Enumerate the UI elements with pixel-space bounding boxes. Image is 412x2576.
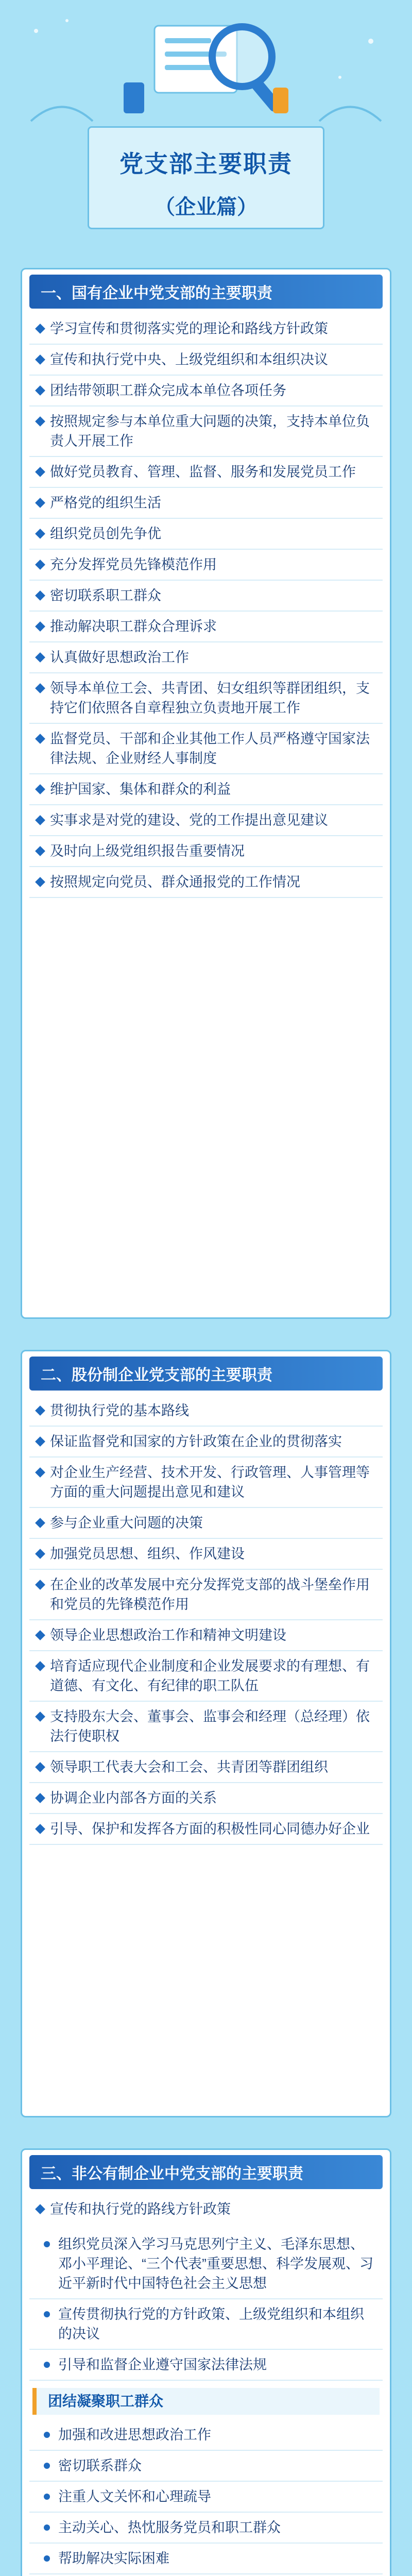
section-item-list: [29, 314, 383, 898]
list-item: 密切联系职工群众: [29, 581, 383, 612]
list-item: 保证监督党和国家的方针政策在企业的贯彻落实: [29, 1427, 383, 1458]
list-item: 引导和监督企业遵守国家法律法规: [29, 2350, 383, 2381]
section-title: 一、国有企业中党支部的主要职责: [29, 275, 383, 309]
section-title: 三、非公有制企业中党支部的主要职责: [29, 2155, 383, 2189]
section-joint-stock: [21, 1350, 391, 2117]
list-item: 支持股东大会、董事会、监事会和经理（总经理）依法行使职权: [29, 1702, 383, 1752]
list-item: 维护国家、集体和群众的利益: [29, 774, 383, 805]
list-item: 严格党的组织生活: [29, 488, 383, 519]
list-item: 宣传和执行党的路线方针政策: [29, 2194, 383, 2224]
header: [0, 0, 412, 268]
list-item: 培育适应现代企业制度和企业发展要求的有理想、有道德、有文化、有纪律的职工队伍: [29, 1651, 383, 1702]
list-item: 领导企业思想政治工作和精神文明建设: [29, 1620, 383, 1651]
section-title: 二、股份制企业党支部的主要职责: [29, 1357, 383, 1391]
list-item: 参与企业重大问题的决策: [29, 1508, 383, 1539]
list-item: 贯彻执行党的基本路线: [29, 1396, 383, 1427]
list-item: 加强党员思想、组织、作风建设: [29, 1539, 383, 1570]
section-groups: [29, 2229, 383, 2576]
list-item: 按照规定向党员、群众通报党的工作情况: [29, 867, 383, 898]
section-non-public: [21, 2148, 391, 2576]
page-title: 党支部主要职责: [119, 150, 293, 177]
list-item: 组织党员创先争优: [29, 519, 383, 550]
list-item: 领导本单位工会、共青团、妇女组织等群团组织，支持它们依照各自章程独立负责地开展工作: [29, 673, 383, 724]
list-item: 密切联系群众: [29, 2451, 383, 2482]
list-item: 组织党员深入学习马克思列宁主义、毛泽东思想、邓小平理论、“三个代表”重要思想、科学发展观、习近平新时代中国特色社会主义思想: [29, 2229, 383, 2299]
list-item: 加强和改进思想政治工作: [29, 2420, 383, 2451]
list-item: 推动解决职工群众合理诉求: [29, 612, 383, 642]
list-item: 做好党员教育、管理、监督、服务和发展党员工作: [29, 457, 383, 488]
subsection-item-list: [29, 2420, 383, 2576]
list-item: 团结带领职工群众完成本单位各项任务: [29, 376, 383, 406]
page-subtitle: （企业篇）: [154, 196, 258, 218]
subsection-title: 团结凝聚职工群众: [32, 2388, 380, 2415]
list-item: 及时向上级党组织报告重要情况: [29, 836, 383, 867]
list-item: 监督党员、干部和企业其他工作人员严格遵守国家法律法规、企业财经人事制度: [29, 724, 383, 774]
list-item: 按照规定参与本单位重大问题的决策，支持本单位负责人开展工作: [29, 406, 383, 457]
list-item: 领导职工代表大会和工会、共青团等群团组织: [29, 1752, 383, 1783]
list-item: 宣传贯彻执行党的方针政策、上级党组织和本组织的决议: [29, 2299, 383, 2350]
list-item: 充分发挥党员先锋模范作用: [29, 550, 383, 581]
list-item: 实事求是对党的建设、党的工作提出意见建议: [29, 805, 383, 836]
list-item: 在企业的改革发展中充分发挥党支部的战斗堡垒作用和党员的先锋模范作用: [29, 1570, 383, 1620]
list-item: 宣传和执行党中央、上级党组织和本组织决议: [29, 345, 383, 376]
list-item: 对企业生产经营、技术开发、行政管理、人事管理等方面的重大问题提出意见和建议: [29, 1458, 383, 1508]
list-item: 主动关心、热忱服务党员和职工群众: [29, 2513, 383, 2544]
title-box: [88, 126, 324, 229]
list-item: 引导、保护和发挥各方面的积极性同心同德办好企业: [29, 1814, 383, 1845]
section-state-owned: [21, 268, 391, 1319]
list-item: 帮助解决实际困难: [29, 2544, 383, 2574]
section-item-list: [29, 2194, 383, 2224]
list-item: 学习宣传和贯彻落实党的理论和路线方针政策: [29, 314, 383, 345]
section-item-list: [29, 1396, 383, 1845]
subsection-item-list: [29, 2229, 383, 2381]
list-item: 注重人文关怀和心理疏导: [29, 2482, 383, 2513]
list-item: 协调企业内部各方面的关系: [29, 1783, 383, 1814]
list-item: 认真做好思想政治工作: [29, 642, 383, 673]
